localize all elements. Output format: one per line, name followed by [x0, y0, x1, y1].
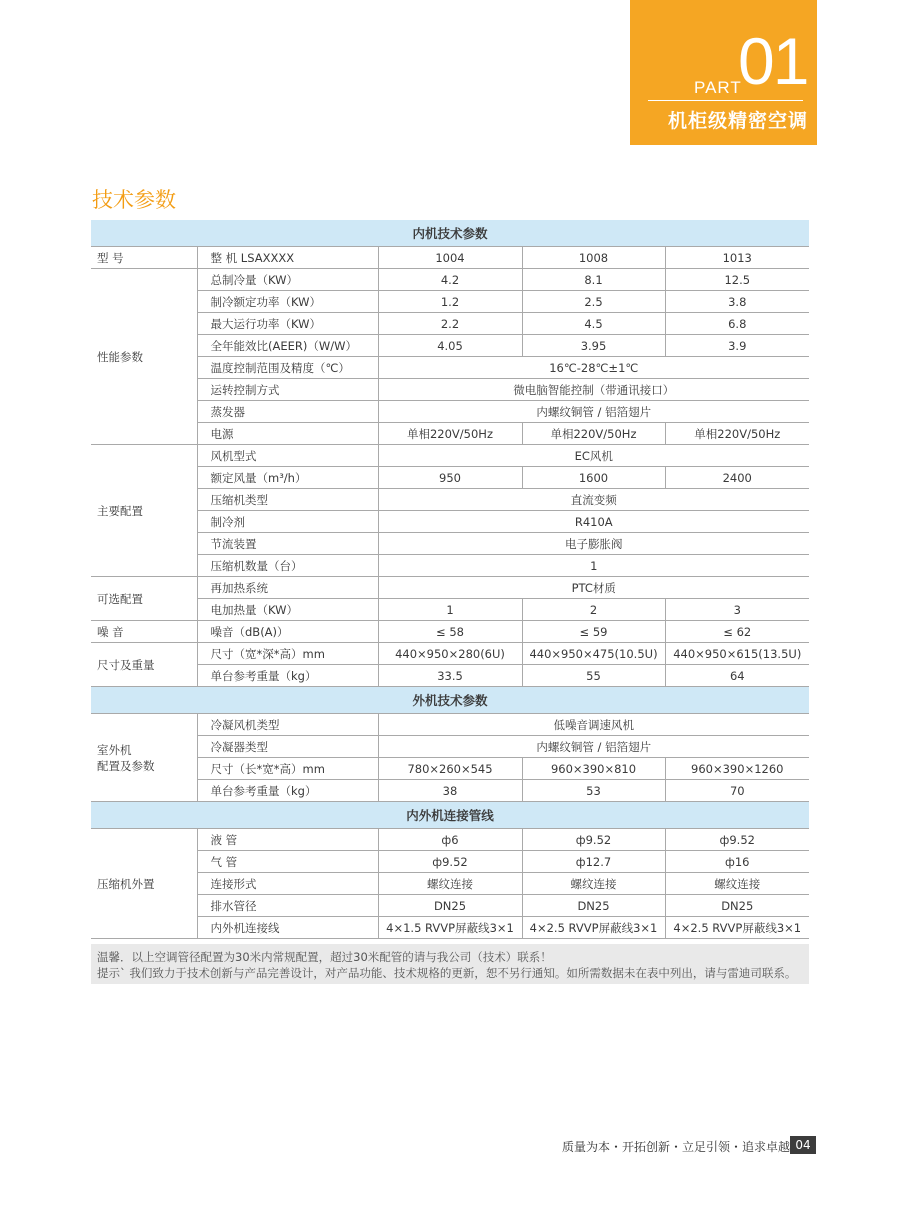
- cell: PTC材质: [378, 577, 809, 599]
- cell: ф12.7: [522, 851, 665, 873]
- table-row: [91, 643, 809, 665]
- cell: ф16: [665, 851, 809, 873]
- cell: 内螺纹铜管 / 铝箔翅片: [378, 736, 809, 758]
- row-label: 电源: [197, 423, 378, 445]
- row-label: 制冷剂: [197, 511, 378, 533]
- table-row: [91, 665, 809, 687]
- table-row: [91, 379, 809, 401]
- cell: 1004: [378, 247, 522, 269]
- cell: R410A: [378, 511, 809, 533]
- cell: 2400: [665, 467, 809, 489]
- group-label: 性能参数: [91, 269, 197, 445]
- cell: ≤ 58: [378, 621, 522, 643]
- table-row: [91, 247, 809, 269]
- row-label: 温度控制范围及精度（℃）: [197, 357, 378, 379]
- cell: 960×390×810: [522, 758, 665, 780]
- table-row: [91, 335, 809, 357]
- cell: 1008: [522, 247, 665, 269]
- cell: 8.1: [522, 269, 665, 291]
- cell: 64: [665, 665, 809, 687]
- group-label: 可选配置: [91, 577, 197, 621]
- table-row: [91, 423, 809, 445]
- table-row: [91, 873, 809, 895]
- row-label: 尺寸（宽*深*高）mm: [197, 643, 378, 665]
- cell: 2.2: [378, 313, 522, 335]
- row-label: 噪音（dB(A)）: [197, 621, 378, 643]
- outdoor-header: 外机技术参数: [91, 687, 809, 714]
- group-label: 噪 音: [91, 621, 197, 643]
- table-row: [91, 758, 809, 780]
- note-line-1: 温馨．以上空调管径配置为30米内常规配置，超过30米配管的请与我公司（技术）联系！: [97, 950, 552, 964]
- table-row: [91, 736, 809, 758]
- cell: 440×950×280(6U): [378, 643, 522, 665]
- cell: 780×260×545: [378, 758, 522, 780]
- cell: 1: [378, 555, 809, 577]
- table-section-header: [91, 220, 809, 247]
- cell: 38: [378, 780, 522, 802]
- row-label: 连接形式: [197, 873, 378, 895]
- row-label: 电加热量（KW）: [197, 599, 378, 621]
- table-row: [91, 895, 809, 917]
- table-row: [91, 621, 809, 643]
- cell: 55: [522, 665, 665, 687]
- cell: 960×390×1260: [665, 758, 809, 780]
- pipe-header: 内外机连接管线: [91, 802, 809, 829]
- table-row: [91, 917, 809, 939]
- part-badge: [630, 0, 817, 145]
- table-row: [91, 467, 809, 489]
- note-line-2: 提示` 我们致力于技术创新与产品完善设计，对产品功能、技术规格的更新，恕不另行通知。如所需数据未在表中列出，请与雷迪司联系。: [97, 966, 797, 980]
- row-label: 压缩机数量（台）: [197, 555, 378, 577]
- cell: 4×2.5 RVVP屏蔽线3×1: [665, 917, 809, 939]
- footer-slogan: 质量为本・开拓创新・立足引领・追求卓越: [562, 1140, 791, 1154]
- row-label: 再加热系统: [197, 577, 378, 599]
- cell: 低噪音调速风机: [378, 714, 809, 736]
- row-label: 内外机连接线: [197, 917, 378, 939]
- cell: EC风机: [378, 445, 809, 467]
- cell: 3.9: [665, 335, 809, 357]
- cell: ≤ 62: [665, 621, 809, 643]
- cell: 950: [378, 467, 522, 489]
- table-row: [91, 780, 809, 802]
- row-label: 液 管: [197, 829, 378, 851]
- cell: 70: [665, 780, 809, 802]
- cell: 2: [522, 599, 665, 621]
- table-row: [91, 851, 809, 873]
- cell: 螺纹连接: [665, 873, 809, 895]
- cell: 2.5: [522, 291, 665, 313]
- table-row: [91, 357, 809, 379]
- row-label: 蒸发器: [197, 401, 378, 423]
- row-label: 制冷额定功率（KW）: [197, 291, 378, 313]
- cell: 1600: [522, 467, 665, 489]
- cell: DN25: [378, 895, 522, 917]
- cell: 1: [378, 599, 522, 621]
- cell: 53: [522, 780, 665, 802]
- group-label: 主要配置: [91, 445, 197, 577]
- cell: 3: [665, 599, 809, 621]
- row-label: 风机型式: [197, 445, 378, 467]
- page-number: 04: [790, 1136, 816, 1154]
- table-row: [91, 489, 809, 511]
- cell: 4.5: [522, 313, 665, 335]
- cell: 单相220V/50Hz: [665, 423, 809, 445]
- cell: ≤ 59: [522, 621, 665, 643]
- notes-box: [91, 944, 809, 984]
- table-section-header: [91, 802, 809, 829]
- row-label: 运转控制方式: [197, 379, 378, 401]
- cell: 440×950×475(10.5U): [522, 643, 665, 665]
- cell: 3.8: [665, 291, 809, 313]
- cell: 3.95: [522, 335, 665, 357]
- cell: 16℃-28℃±1℃: [378, 357, 809, 379]
- group-label: [91, 714, 197, 802]
- row-label: 单台参考重量（kg）: [197, 665, 378, 687]
- row-label: 尺寸（长*宽*高）mm: [197, 758, 378, 780]
- table-row: [91, 714, 809, 736]
- part-label: PART: [694, 78, 742, 97]
- indoor-header: 内机技术参数: [91, 220, 809, 247]
- cell: 螺纹连接: [522, 873, 665, 895]
- cell: 440×950×615(13.5U): [665, 643, 809, 665]
- table-row: [91, 533, 809, 555]
- table-row: [91, 313, 809, 335]
- table-row: [91, 599, 809, 621]
- cell: 微电脑智能控制（带通讯接口）: [378, 379, 809, 401]
- part-number: 01: [738, 24, 808, 98]
- cell: 螺纹连接: [378, 873, 522, 895]
- cell: 单相220V/50Hz: [522, 423, 665, 445]
- cell: 4×1.5 RVVP屏蔽线3×1: [378, 917, 522, 939]
- table-row: [91, 269, 809, 291]
- section-title: 技术参数: [92, 188, 176, 212]
- cell: 1.2: [378, 291, 522, 313]
- cell: 电子膨胀阀: [378, 533, 809, 555]
- group-label-line2: 配置及参数: [97, 758, 155, 773]
- row-label: 整 机 LSAXXXX: [197, 247, 378, 269]
- spec-table: [91, 220, 809, 939]
- row-label: 冷凝风机类型: [197, 714, 378, 736]
- cell: ф6: [378, 829, 522, 851]
- cell: 4×2.5 RVVP屏蔽线3×1: [522, 917, 665, 939]
- row-label: 压缩机类型: [197, 489, 378, 511]
- row-label: 最大运行功率（KW）: [197, 313, 378, 335]
- cell: ф9.52: [378, 851, 522, 873]
- cell: 6.8: [665, 313, 809, 335]
- row-label: 排水管径: [197, 895, 378, 917]
- cell: 4.05: [378, 335, 522, 357]
- group-label: 型 号: [91, 247, 197, 269]
- cell: 4.2: [378, 269, 522, 291]
- table-row: [91, 291, 809, 313]
- badge-divider: [648, 100, 803, 101]
- row-label: 单台参考重量（kg）: [197, 780, 378, 802]
- table-row: [91, 401, 809, 423]
- row-label: 总制冷量（KW）: [197, 269, 378, 291]
- cell: DN25: [665, 895, 809, 917]
- cell: 12.5: [665, 269, 809, 291]
- table-row: [91, 577, 809, 599]
- cell: 单相220V/50Hz: [378, 423, 522, 445]
- row-label: 全年能效比(AEER)（W/W）: [197, 335, 378, 357]
- cell: 33.5: [378, 665, 522, 687]
- cell: ф9.52: [665, 829, 809, 851]
- group-label: 尺寸及重量: [91, 643, 197, 687]
- group-label-line1: 室外机: [97, 742, 132, 757]
- row-label: 气 管: [197, 851, 378, 873]
- row-label: 节流装置: [197, 533, 378, 555]
- badge-subtitle: 机柜级精密空调: [667, 110, 808, 132]
- table-row: [91, 555, 809, 577]
- table-section-header: [91, 687, 809, 714]
- cell: 直流变频: [378, 489, 809, 511]
- row-label: 额定风量（m³/h）: [197, 467, 378, 489]
- group-label: 压缩机外置: [91, 829, 197, 939]
- cell: DN25: [522, 895, 665, 917]
- cell: 1013: [665, 247, 809, 269]
- cell: ф9.52: [522, 829, 665, 851]
- table-row: [91, 829, 809, 851]
- table-row: [91, 511, 809, 533]
- row-label: 冷凝器类型: [197, 736, 378, 758]
- cell: 内螺纹铜管 / 铝箔翅片: [378, 401, 809, 423]
- table-row: [91, 445, 809, 467]
